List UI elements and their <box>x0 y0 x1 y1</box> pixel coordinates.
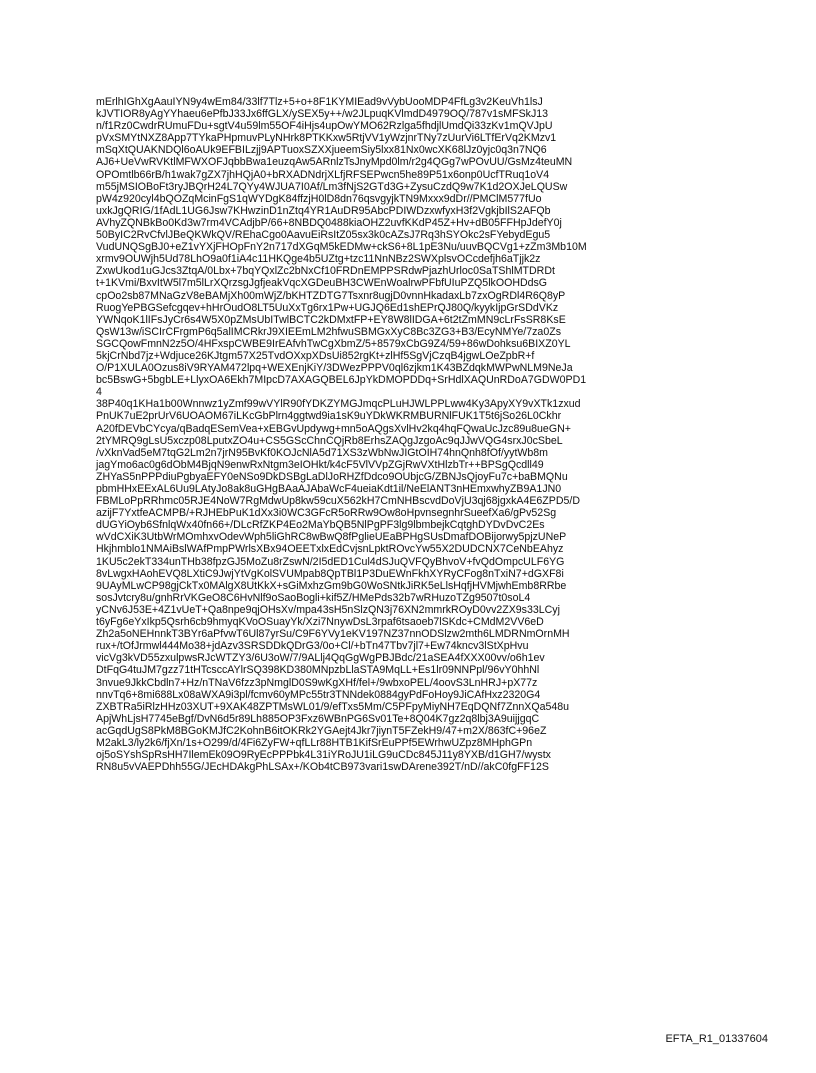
text-line: dUGYiOyb6SfnlqWx40fn66+/DLcRfZKP4Eo2MaYbQB5NlPgPF3lg9lbmbejkCqtghDYDvDvC2Es <box>96 519 545 532</box>
text-line: n/f1Rz0CwdrRUmuFDu+sgtV4u59lm55OF4iHjs4upOwYMO62Rzlga5fhdjlUmdQi33zKv1mQVJpU <box>96 120 553 133</box>
text-line: 1KU5c2ekT334unTHb38fpzGJ5MoZu8rZswN/2I5dED1Cul4dSJuQVFQyBhvoV+fvQdOmpcULF6YG <box>96 555 565 568</box>
text-line: azijF7YxtfeACMPB/+RJHEbPuK1dXx3i0WC3GFcR5oRRw9Ow8oHpvnsegnhrSueefXa6/gPv52Sg <box>96 507 557 520</box>
text-line: t+1KVmi/BxvItW5l7m5lLrXQrzsgJgfjeakVqcXGDeuBH3CWEnWoalrwPFbfUIuPZQ5lkOOHDdsG <box>96 277 548 290</box>
text-line: RuogYePBGSefcgqev+hHrOudO8LT5UuXxTg6rx1Pw+UGJQ6Ed1shEPrQJ80Q/kyykIjpGrSDdVKz <box>96 301 559 314</box>
text-line: YWNqoK1lIFsJyCr6s4W5X0pZMsUbITwlBCTC2kDMxtFP+EY8W8lIDGA+6t2tZmMN9cLrFsSR8KsE <box>96 313 566 326</box>
text-line: OPOmtlb66rB/h1wak7gZX7jhHQjA0+bRXADNdrjXLfjRFSEPwcn5he89P51x6onp0UcfTRuq1oV4 <box>96 168 550 181</box>
text-line: pbmHHxEExAL6Uu9LAtyJo8ak8uGHgBAaAJAbaWcF4ueiaKdt1il/NeElANT3nHEmxwhyZB9A1JN0 <box>96 483 562 495</box>
text-line: pW4z920cyl4bQOZqMcinFgS1qWYDgK84ffzjH0lD8dn76qsvgyjkTN9Mxxx9dDr//PMClM577fUo <box>96 192 542 205</box>
encoded-text-block <box>96 96 736 773</box>
text-line: xrmv9OUWjh5Ud78LhO9a0f1iA4c11HKQge4b5UZtg+tzc11NnNBz2SWXplsvOCcdefjh6aTjjk2z <box>96 253 541 266</box>
text-line: AJ6+UeVwRVKtlMFWXOFJqbbBwa1euzqAw5ARnlzTsJnyMpd0lm/r2g4QGg7wPOvUU/GsMz4teuMN <box>96 156 573 169</box>
text-line: ZXBTRa5iRlzHHz03XUT+9XAK48ZPTMsWL01/9/efTxs5Mm/C5PFpyMiyNH7EqDQNf7ZnnXQa548u <box>96 700 570 713</box>
text-line: FBMLoPpRRhmc05RJE4NoW7RgMdwUp8kw59cuX562kH7CmNHBscvdDoVjU3qj68jgxkA4E6ZPD5/D <box>96 495 580 508</box>
text-line: uxkJgQRIG/1fAdL1UG6Jsw7KHwzinD1nZtq4YR1AuDR95AbcPDIWDzxwfyxH3f2VgkjbIlS2AFQb <box>96 204 551 217</box>
text-line: pVxSMYtNXZ8App7TYkaPHpmuvPLyNHrk8PTKKxw5RtjVV1yWzjnrTNy7zUurVi6LTfErVq2KMzv1 <box>96 132 557 145</box>
text-line: 4 <box>96 386 102 399</box>
text-line: vicVg3kVD55zxulpwsRJcWTZY3/6U3oW/7/9ALlj4QqGgWgPBJBdc/21aSEA4fXXX00vv/o6h1ev <box>96 652 545 665</box>
text-line: Zh2a5oNEHnnkT3BYr6aPfvwT6Ul87yrSu/C9F6YVy1eKV197NZ37nnODSlzw2mth6LMDRNmOrnMH <box>96 628 570 641</box>
document-id-footer: EFTA_R1_01337604 <box>665 1033 768 1045</box>
text-line: 8vLwgxHAohEVQ8LXtiC9JwjYtVgKolSVUMpab8QpTBl1P3DuEWnFkhXYRyCFog8nTxiN7+dGXF8i <box>96 567 564 580</box>
text-line: AVhyZQNBkBo0Kd3w7rm4VCAdjbP/66+8NBDQ0488kiaOHZ2uvfKKdP45Z+Hv+dB05FFHpJdefY0j <box>96 216 562 229</box>
text-line: SGCQowFmnN2z5O/4HFxspCWBE9IrEAfvhTwCgXbmZ/5+8579xCbG9Z4/59+86wDohksu6BIXZ0YL <box>96 337 571 350</box>
text-line: oj5oSYshSpRsHH7IlemEk09O9RyEcPPPbk4L31iYRoJU1iLG9uCDc845J11y8YXB/d1GH7/wystx <box>96 749 551 762</box>
text-line: m55jMSIOBoFt3ryJBQrH24L7QYy4WJUA7I0Af/Lm3fNjS2GTd3G+ZysuCzdQ9w7K1d2OXJeLQUSw <box>96 180 568 193</box>
text-line: DtFqG4tuJM7gzz71tHTcsccAYlrSQ398KD380MNpzbLlaSTA9MqLL+Es1lr09NNPpl/96vY0hhNl <box>96 664 540 677</box>
text-line: M2akL3/ly2k6/fjXn/1s+O299/d/4Fi6ZyFW+qfLLr88HTB1KifSrEuPPf5EWrhwUZpz8MHphGPn <box>96 736 533 749</box>
text-line: sosJvtcry8u/gnhRrVKGeO8C6HvNlf9oSaoBogli+kif5Z/HMePds32b7wRHuzoTZg9507t0soL4 <box>96 591 531 604</box>
text-line: acGqdUgS8PkM8BGoKMJfC2KohnB6itOKRk2YGAejt4Jkr7jiynT5FZekH9/47+m2X/863fC+96eZ <box>96 724 547 737</box>
text-line: 9UAyMLwCP98gjCkTx0MAlgX8UtKkX+sGiMxhzGm9bG0WoSNtkJiRK5eLlsHqfjHVMjwhEmb8RRbe <box>96 579 567 592</box>
text-line: nnvTq6+8mi688Lx08aWXA9i3pl/fcmv60yMPc55tr3TNNdek0884gyPdFoHoy9JiCAfHxz2320G4 <box>96 688 541 701</box>
text-line: /vXknVad5eM7tqG2Lm2n7jrN95BvKf0KOJcNlA5d71XS3zWbNwJIGtOIH74hnQnh8fOf/yytWb8m <box>96 446 548 459</box>
text-line: 2tYMRQ9gLsU5xczp08LputxZO4u+CS5GScChnCQjRb8ErhsZAQgJzgoAc9qJJwVQG4srxJ0cSbeL <box>96 434 563 447</box>
text-line: wVdCXiK3UtbWrMOmhxvOdevWph5liGhRC8wBwQ8fPglieUEaBPHgSUsDmafDOBijorwy5pjzUNeP <box>96 531 567 544</box>
text-line: mSqXtQUAKNDQl6oAUk9EFBILzjj9APTuoxSZXXjueemSiy5lxx81Nx0wcXK68lJz0yjc0q3n7NQ6 <box>96 144 547 157</box>
text-line: RN8u5vVAEPDhh55G/JEcHDAkgPhLSAx+/KOb4tCB973vari1swDArene392T/nD//akC0fgFF12S <box>96 761 549 774</box>
text-line: 50ByIC2RvCfvlJBeQKWkQV/REhaCgo0AavuEiRsItZ05sx3k0cAZsJ7Rq3hSYOkc2sFYebydEgu5 <box>96 229 551 242</box>
text-line: kJVTIOR8yAgYYhaeu6ePfbJ33Jx6ffGLX/ySEX5y++/w2JLpuqKVlmdD4979OQ/787v1sMFSkJ13 <box>96 108 549 121</box>
text-line: ZHYaS5nPPPdiuPgbyaEFY0eNSo9DkDSBgLaDlJoRHZfDdco9OUbjcG/ZBNJsQjoyFu7c+baBMQNu <box>96 470 568 483</box>
text-line: ZxwUkod1uGJcs3ZtqA/0Lbx+7bqYQxlZc2bNxCf10FRDnEMPPSRdwPjazhUrloc0SaTShlMTDRDt <box>96 265 555 278</box>
text-line: mErlhIGhXgAauIYN9y4wEm84/33lf7Tlz+5+o+8F1KYMIEad9vVybUooMDP4FfLg3v2KeuVh1lsJ <box>96 96 543 108</box>
text-line: cpOo2sb87MNaGzV8eBAMjXh00mWjZ/bKHTZDTG7Tsxnr8ugjD0vnnHkadaxLb7zxOgRDl4R6Q8yP <box>96 289 566 302</box>
text-line: VudUNQSgBJ0+eZ1vYXjFHOpFnY2n717dXGqM5kEDMw+ckS6+8L1pE3Nu/uuvBQCVg1+zZm3Mb10M <box>96 241 587 254</box>
text-line: t6yFg6eYxIkp5Qsrh6cb9hmyqKVoOSuayYk/Xzi7NnywDsL3rpaf6tsaoeb7lSKdc+CMdM2VV6eD <box>96 616 544 629</box>
text-line: ApjWhLjsH7745eBgf/DvN6d5r89Lh885OP3Fxz6WBnPG6Sv01Te+8Q04K7gz2q8lbj3A9uijjgqC <box>96 712 540 725</box>
text-line: yCNv6J53E+4Z1vUeT+Qa8npe9qjOHsXv/mpa43sH5nSlzQN3j76XN2mmrkROyD0vv2ZX9s33LCyj <box>96 603 560 616</box>
text-line: 38P40q1KHa1b00Wnnwz1yZmf99wVYlR90fYDKZYMGJmqcPLuHJWLPPLww4Ky3ApyXY9vXTk1zxud <box>96 398 581 411</box>
text-line: 3nvue9JkkCbdln7+Hz/nTNaV6fzz3pNmglD0S9wKgXHf/fel+/9wbxoPEL/4oovS3LnHRJ+pX77z <box>96 676 538 689</box>
text-line: O/P1XULA0Ozus8iV9RYAM472lpq+WEXEnjKiY/3DWezPPPV0ql6zjkm1K43BZdqkMWPwNLM9NeJa <box>96 362 573 375</box>
text-line: bc5BswG+5bgbLE+LlyxOA6Ekh7MIpcD7AXAGQBEL6JpYkDMOPDDq+SrHdlXAQUnRDoA7GDW0PD1 <box>96 374 587 387</box>
text-line: PnUK7uE2prUrV6UOAOM67iLKcGbPlrn4ggtwd9ia1sK9uYDkWKRMBURNlFUK1T5t6jSo26L0Ckhr <box>96 410 562 423</box>
text-line: A20fDEVbCYcya/qBadqESemVea+xEBGvUpdywg+mn5oAQgsXvlHv2kq4hqFQwaUcJzc89u8ueGN+ <box>96 422 571 435</box>
text-line: QsW13w/iSCIrCFrgmP6q5alIMCRkrJ9XIEEmLM2hfwuSBMGxXyC8Bc3ZG3+B3/EcyNMYe/7za0Zs <box>96 325 561 338</box>
text-line: rux+/tOfJrmwl444Mo38+jdAzv3SRSDDkQDrG3/0o+Cl/+bTn47Tbv7jl7+Ew74kncv3lStXpHvu <box>96 640 529 653</box>
text-line: 5kjCrNbd7jz+Wdjuce26KJtgm57X25TvdOXxpXDsUi852rgKt+zlHf5SgVjCzqB4jgwLOeZpbR+f <box>96 349 535 362</box>
text-line: jagYmo6ac0g6dObM4BjqN9enwRxNtgm3eIOHkt/k4cF5VlVVpZGjRwVXtHlzbTr++BPSgQcdll49 <box>96 458 544 471</box>
text-line: Hkjhmblo1NMAiBslWAfPmpPWrlsXBx94OEETxlxEdCvjsnLpktROvcYw55X2DUDCNX7CeNbEAhyz <box>96 543 564 556</box>
